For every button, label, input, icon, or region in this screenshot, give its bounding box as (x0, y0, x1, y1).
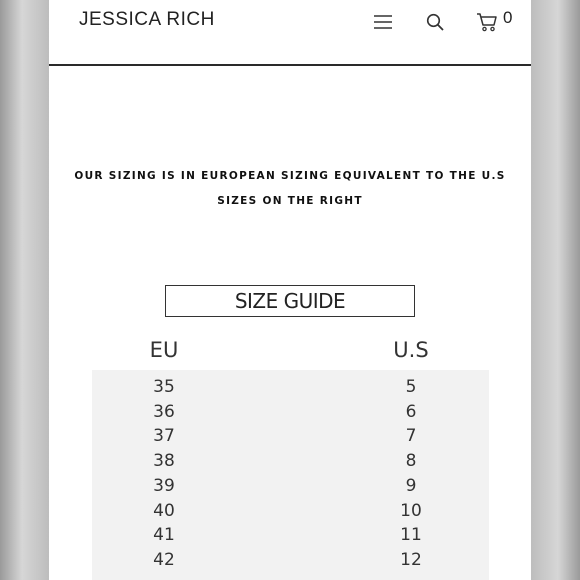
table-row (92, 374, 489, 399)
us-size-cell: 11 (400, 525, 422, 546)
page (49, 0, 531, 580)
us-size-cell: 8 (405, 451, 417, 472)
us-size-cell: 5 (405, 377, 417, 397)
eu-size-cell: 36 (153, 401, 175, 422)
eu-size-cell: 40 (153, 500, 175, 521)
us-column-header: U.S (393, 338, 429, 362)
left-margin (0, 0, 49, 580)
brand-logo[interactable]: JESSICA RICH (79, 9, 215, 30)
table-row (92, 473, 489, 498)
menu-button[interactable] (371, 10, 395, 34)
table-row (92, 522, 489, 547)
cart-icon (476, 12, 498, 32)
eu-size-cell: 38 (153, 451, 175, 472)
cart-button[interactable] (475, 10, 499, 34)
search-icon (426, 13, 444, 31)
right-margin (531, 0, 580, 580)
sizing-note-line-2: SIZES ON THE RIGHT (217, 195, 363, 207)
sizing-note (49, 164, 531, 214)
eu-size-cell: 37 (153, 426, 175, 447)
table-row (92, 498, 489, 523)
menu-icon (374, 15, 392, 29)
eu-size-cell: 41 (153, 525, 175, 546)
search-button[interactable] (423, 10, 447, 34)
eu-size-cell: 35 (153, 377, 175, 397)
table-row (92, 423, 489, 448)
eu-column-header: EU (149, 338, 179, 362)
site-header (49, 0, 531, 66)
size-guide-title: SIZE GUIDE (165, 285, 415, 317)
eu-size-cell: 42 (153, 549, 175, 570)
us-size-cell: 7 (405, 426, 417, 447)
us-size-cell: 6 (405, 401, 417, 422)
sizing-note-line-1: OUR SIZING IS IN EUROPEAN SIZING EQUIVALENT TO THE U.S (74, 170, 506, 182)
table-row (92, 399, 489, 424)
eu-size-cell: 39 (153, 475, 175, 496)
table-row (92, 448, 489, 473)
us-size-cell: 10 (400, 500, 422, 521)
us-size-cell: 9 (405, 475, 417, 496)
table-row (92, 547, 489, 572)
us-size-cell: 12 (400, 549, 422, 570)
cart-count[interactable]: 0 (503, 8, 513, 27)
